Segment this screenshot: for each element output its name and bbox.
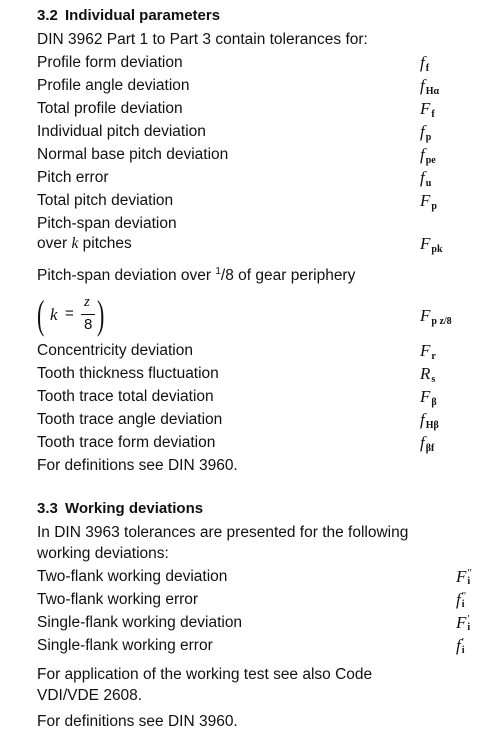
param-symbol: $f_u$ xyxy=(420,168,432,189)
param-label: Individual pitch deviation xyxy=(37,123,206,140)
param-symbol: $F_{pk}$ xyxy=(420,234,443,255)
param-symbol: $R_s$ xyxy=(420,364,436,385)
section-3-2-heading xyxy=(37,6,220,26)
section-3-3-note-line2: VDI/VDE 2608. xyxy=(37,687,143,704)
section-3-2-footer: For definitions see DIN 3960. xyxy=(37,457,238,474)
working-deviation-symbol: f ″ i xyxy=(456,590,467,610)
param-symbol: $F_f$ xyxy=(420,99,435,120)
param-symbol: $F_\beta$ xyxy=(420,387,437,408)
param-symbol: $f_{H\beta}$ xyxy=(420,410,439,431)
param-symbol: $f_f$ xyxy=(420,53,430,74)
param-symbol: $f_{\beta f}$ xyxy=(420,433,435,454)
param-label: Pitch error xyxy=(37,169,109,186)
section-number: 3.2 xyxy=(37,7,58,24)
section-title: Working deviations xyxy=(65,500,204,517)
working-deviation-label: Two-flank working error xyxy=(37,591,199,608)
section-title: Individual parameters xyxy=(65,7,221,24)
section-3-3-footer: For definitions see DIN 3960. xyxy=(37,713,238,730)
working-deviation-label: Single-flank working error xyxy=(37,637,213,654)
section-3-3-intro-line2: working deviations: xyxy=(37,545,169,562)
section-3-3-intro-line1: In DIN 3963 tolerances are presented for the following xyxy=(37,524,409,541)
param-label: Total profile deviation xyxy=(37,100,183,117)
pitch-span-label-line1: Pitch-span deviation xyxy=(37,215,177,232)
param-symbol: $f_p$ xyxy=(420,122,432,143)
param-symbol: $F_p$ xyxy=(420,191,437,212)
param-label: Tooth trace total deviation xyxy=(37,388,214,405)
pitch-span-label-line2: over k pitches xyxy=(37,235,132,252)
param-symbol: $F_r$ xyxy=(420,341,436,362)
section-3-2-intro: DIN 3962 Part 1 to Part 3 contain tolerances for: xyxy=(37,31,368,48)
periphery-formula: ( k = z 8 ) xyxy=(36,292,105,337)
param-label: Profile form deviation xyxy=(37,54,183,71)
param-label: Tooth thickness fluctuation xyxy=(37,365,219,382)
section-3-3-note-line1: For application of the working test see also Code xyxy=(37,666,373,683)
param-symbol: $f_{H\alpha}$ xyxy=(420,76,440,97)
working-deviation-label: Single-flank working deviation xyxy=(37,614,243,631)
section-number: 3.3 xyxy=(37,500,58,517)
working-deviation-symbol: f ′ i xyxy=(456,636,465,656)
working-deviation-label: Two-flank working deviation xyxy=(37,568,228,585)
section-3-3-heading xyxy=(37,499,203,519)
param-label: Concentricity deviation xyxy=(37,342,193,359)
param-label: Tooth trace form deviation xyxy=(37,434,216,451)
periphery-label: Pitch-span deviation over $^1$/8 of gear periphery xyxy=(37,266,356,284)
working-deviation-symbol: F ′ i xyxy=(456,613,471,633)
working-deviation-symbol: F ″ i xyxy=(456,567,472,587)
param-label: Total pitch deviation xyxy=(37,192,174,209)
param-symbol: $f_{pe}$ xyxy=(420,145,436,166)
param-symbol: $F_{p z/8}$ xyxy=(420,306,452,327)
param-label: Profile angle deviation xyxy=(37,77,190,94)
param-label: Tooth trace angle deviation xyxy=(37,411,223,428)
param-label: Normal base pitch deviation xyxy=(37,146,229,163)
